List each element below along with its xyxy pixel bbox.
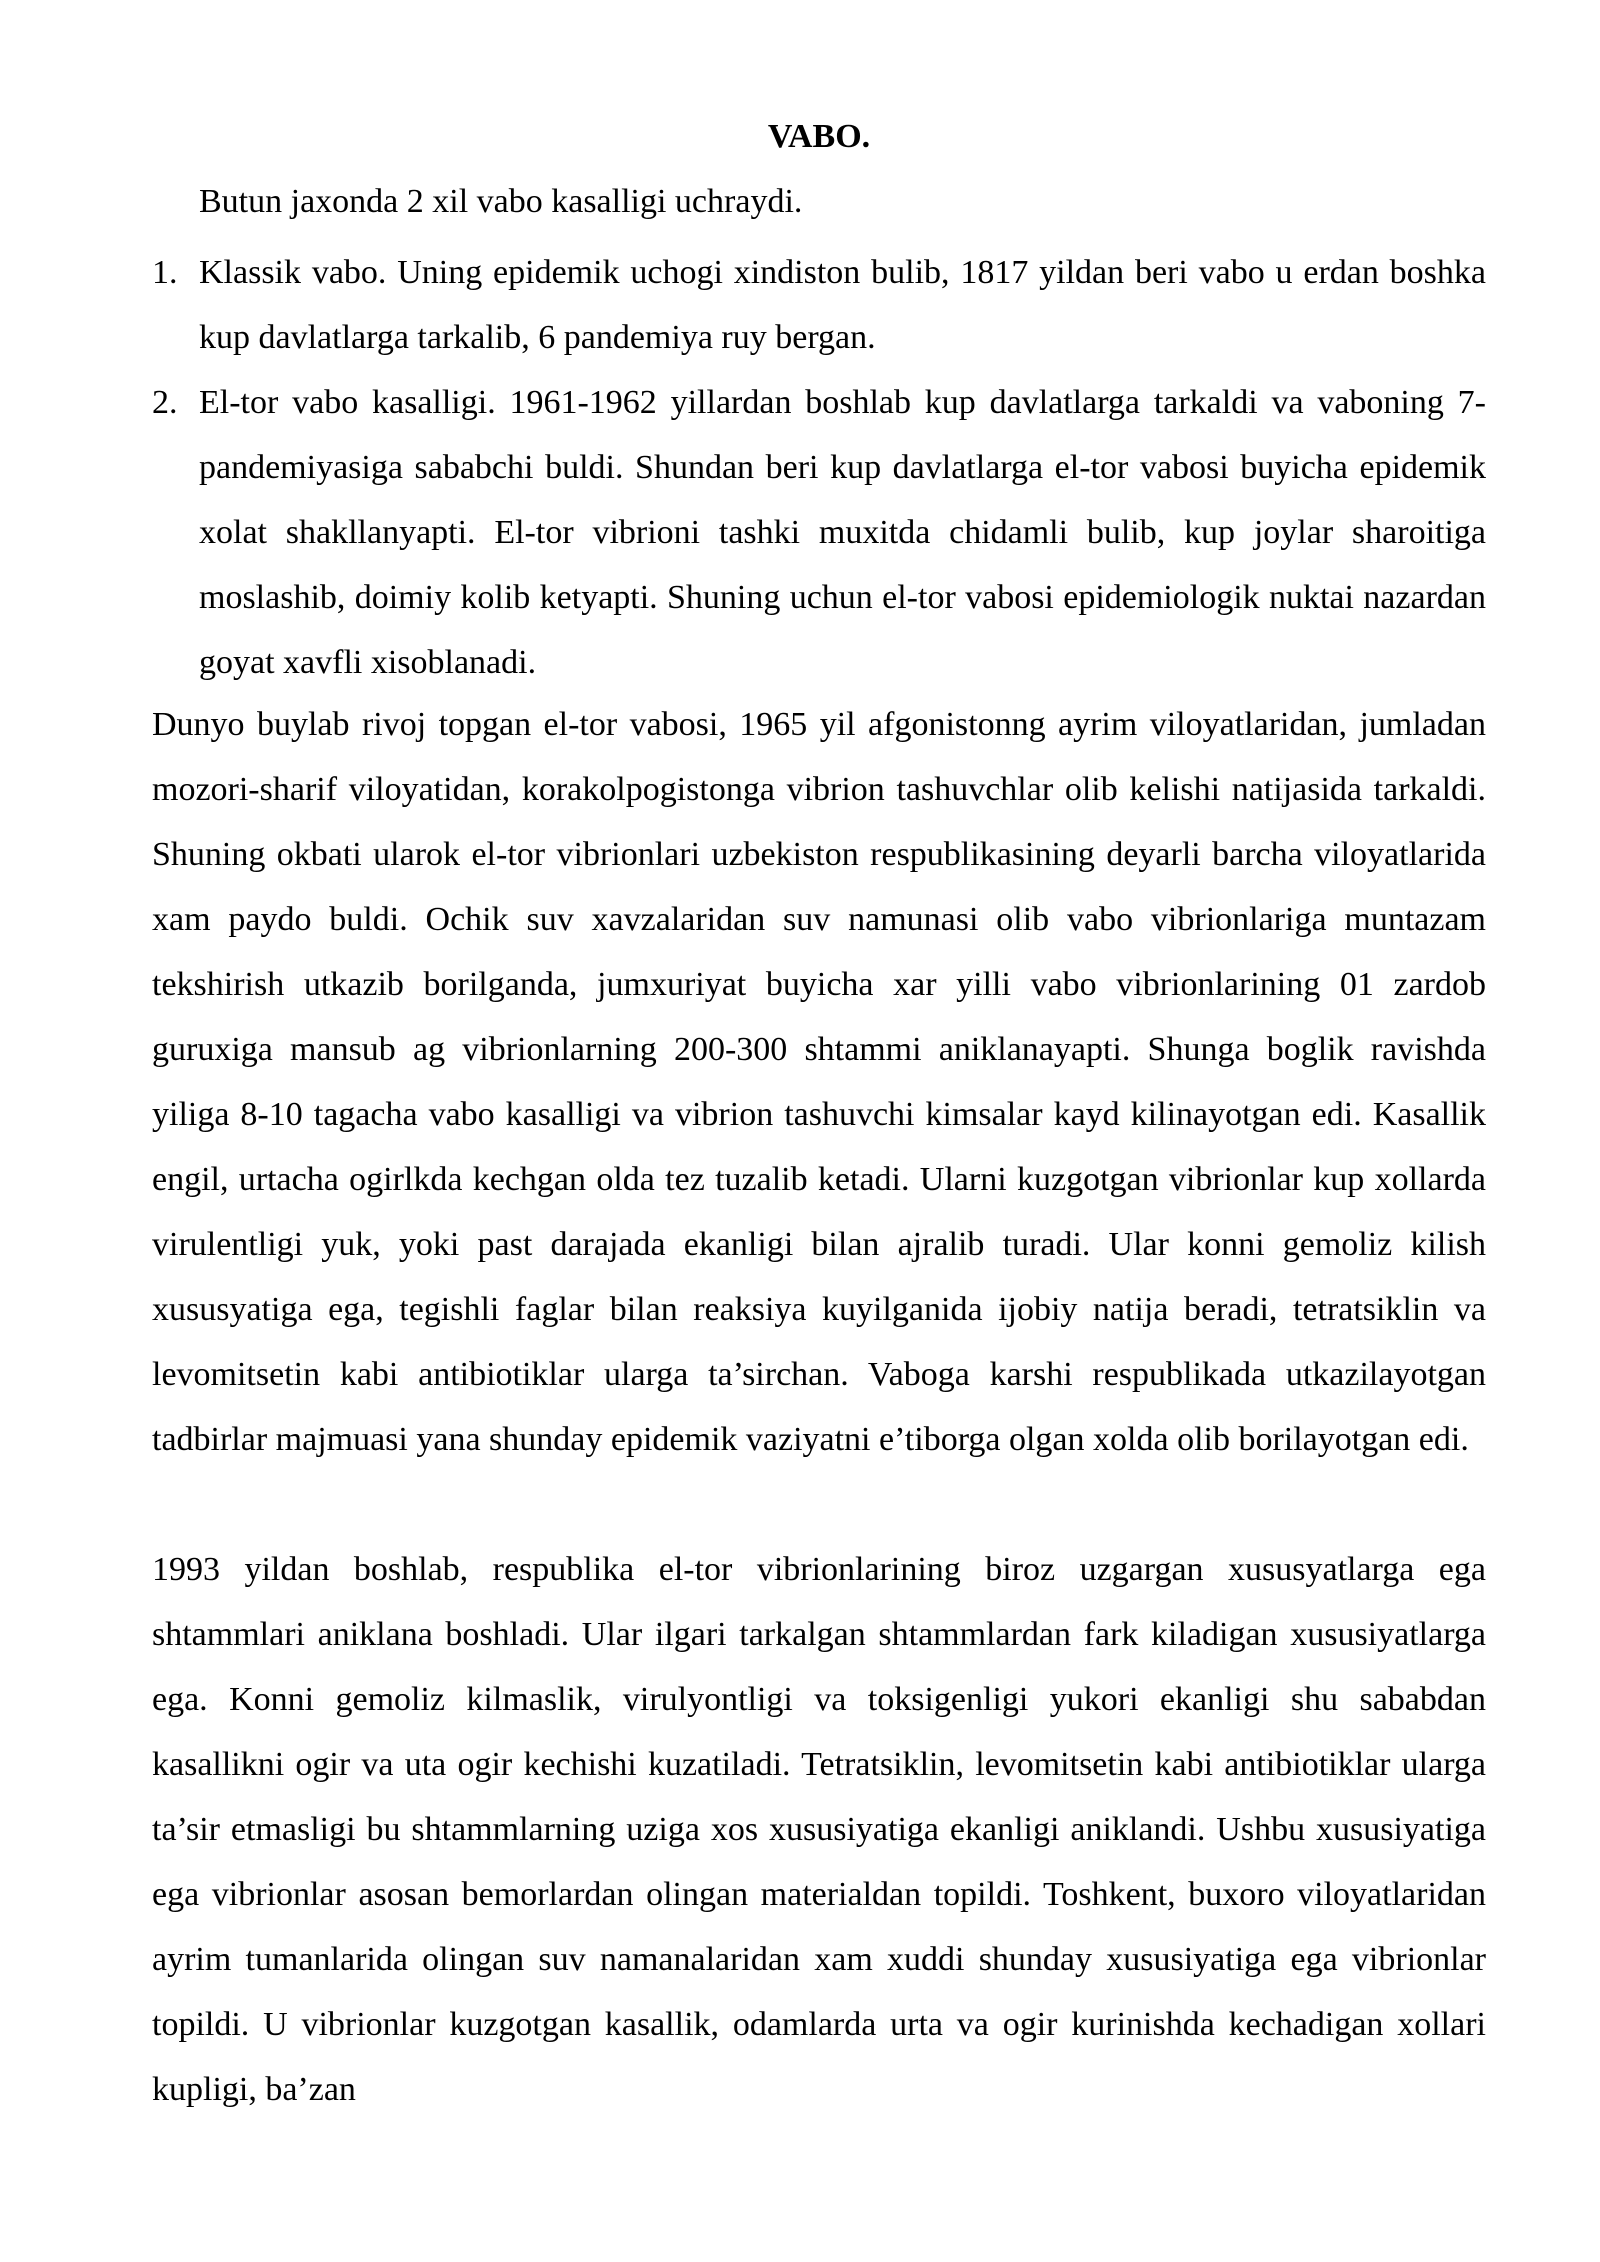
list-number: 1. xyxy=(152,254,178,291)
list-item-text: El-tor vabo kasalligi. 1961-1962 yillardan boshlab kup davlatlarga tarkaldi va vaboning 7-pandemiyasiga sababchi buldi. Shundan beri kup davlatlarga el-tor vabosi buyicha epidemik xolat shakllanyapti. El-tor vibrioni tashki muxitda chidamli bulib, kup joylar sharoitiga moslashib, doimiy kolib ketyapti. Shuning uchun el-tor vabosi epidemiologik nuktai nazardan goyat xavfli xisoblanadi. xyxy=(199,384,1486,681)
list-number: 2. xyxy=(152,384,178,421)
numbered-list xyxy=(152,240,1486,695)
list-item-el-tor-cholera xyxy=(152,370,1486,695)
list-item-classic-cholera xyxy=(152,240,1486,370)
paragraph: Dunyo buylab rivoj topgan el-tor vabosi, 1965 yil afgonistonng ayrim viloyatlaridan, jumladan mozori-sharif viloyatidan, korakolpogistonga vibrion tashuvchlar olib kelishi natijasida tarkaldi. Shuning okbati ularok el-tor vibrionlari uzbekiston respublikasining deyarli barcha viloyatlarida xam paydo buldi. Ochik suv xavzalaridan suv namunasi olib vabo vibrionlariga muntazam tekshirish utkazib borilganda, jumxuriyat buyicha xar yilli vabo vibrionlarining 01 zardob guruxiga mansub ag vibrionlarning 200-300 shtammi aniklanayapti. Shunga boglik ravishda yiliga 8-10 tagacha vabo kasalligi va vibrion tashuvchi kimsalar kayd kilinayotgan edi. Kasallik engil, urtacha ogirlkda kechgan olda tez tuzalib ketadi. Ularni kuzgotgan vibrionlar kup xollarda virulentligi yuk, yoki past darajada ekanligi bilan ajralib turadi. Ular konni gemoliz kilish xususyatiga ega, tegishli faglar bilan reaksiya kuyilganida ijobiy natija beradi, tetratsiklin va levomitsetin kabi antibiotiklar ularga ta’sirchan. Vaboga karshi respublikada utkazilayotgan tadbirlar majmuasi yana shunday epidemik vaziyatni e’tiborga olgan xolda olib borilayotgan edi. xyxy=(152,706,1486,1458)
intro-line: Butun jaxonda 2 xil vabo kasalligi uchraydi. xyxy=(199,183,803,220)
list-item-text: Klassik vabo. Uning epidemik uchogi xindiston bulib, 1817 yildan beri vabo u erdan boshka kup davlatlarga tarkalib, 6 pandemiya ruy bergan. xyxy=(199,254,1486,356)
document-title: VABO. xyxy=(767,118,871,155)
paragraph: 1993 yildan boshlab, respublika el-tor vibrionlarining biroz uzgargan xususyatlarga ega shtammlari aniklana boshladi. Ular ilgari tarkalgan shtammlardan fark kiladigan xususiyatlarga ega. Konni gemoliz kilmaslik, virulyontligi va toksigenligi yukori ekanligi shu sababdan kasallikni ogir va uta ogir kechishi kuzatiladi. Tetratsiklin, levomitsetin kabi antibiotiklar ularga ta’sir etmasligi bu shtammlarning uziga xos xususiyatiga ekanligi aniklandi. Ushbu xususiyatiga ega vibrionlar asosan bemorlardan olingan materialdan topildi. Toshkent, buxoro viloyatlaridan ayrim tumanlarida olingan suv namanalaridan xam xuddi shunday xususiyatiga ega vibrionlar topildi. U vibrionlar kuzgotgan kasallik, odamlarda urta va ogir kurinishda kechadigan xollari kupligi, ba’zan xyxy=(152,1551,1486,2108)
